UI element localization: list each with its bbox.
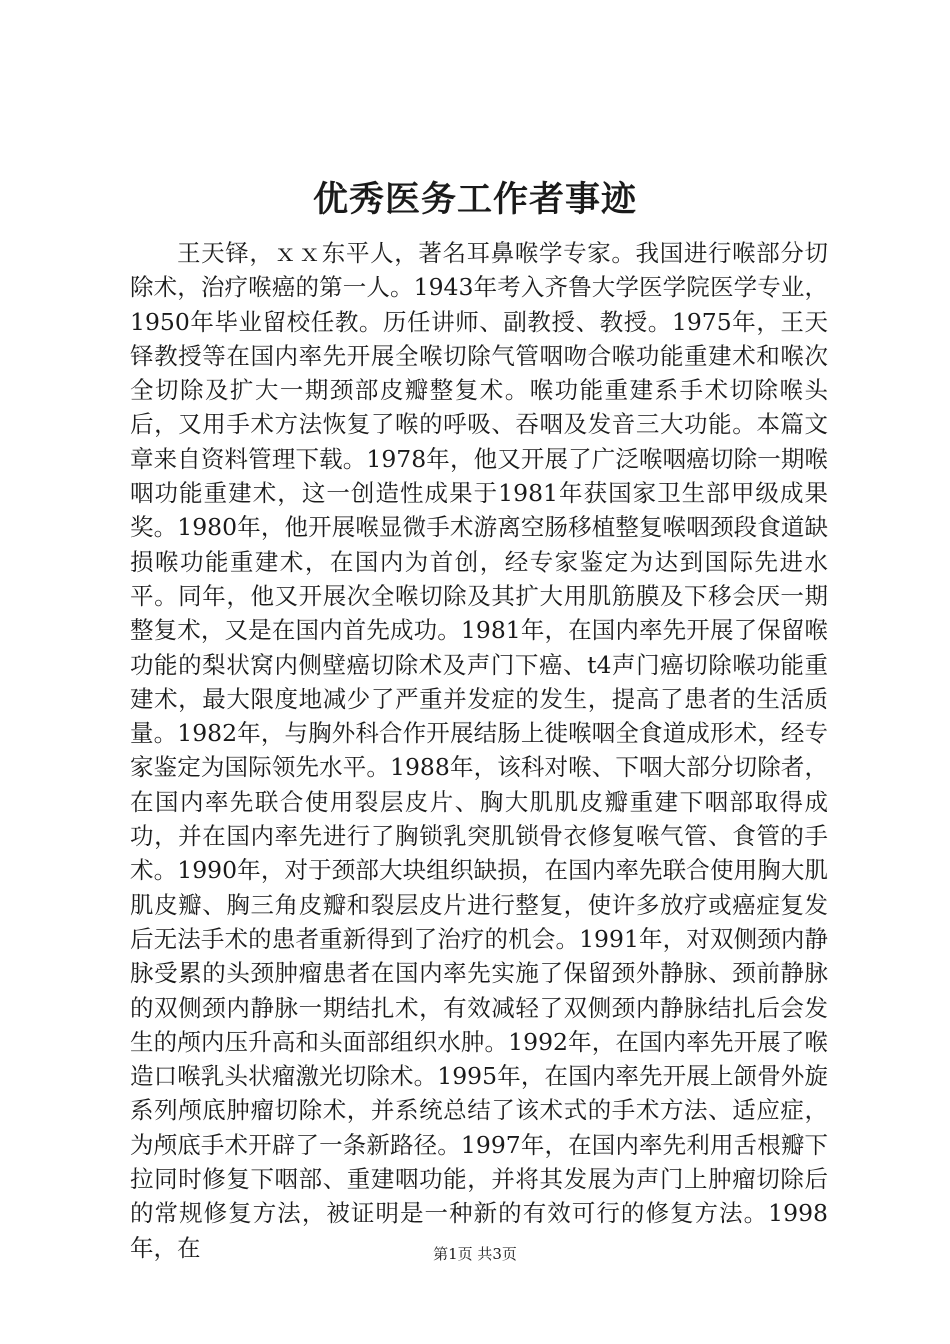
body-paragraph: 王天铎，ｘｘ东平人，著名耳鼻喉学专家。我国进行喉部分切除术，治疗喉癌的第一人。1943年考入齐鲁大学医学院医学专业，1950年毕业留校任教。历任讲师、副教授、教授。1975年，王天铎教授等在国内率先开展全喉切除气管咽吻合喉功能重建术和喉次全切除及扩大一期颈部皮瓣整复术。喉功能重建系手术切除喉头后，又用手术方法恢复了喉的呼吸、吞咽及发音三大功能。本篇文章来自资料管理下载。1978年，他又开展了广泛喉咽癌切除一期喉咽功能重建术，这一创造性成果于1981年获国家卫生部甲级成果奖。1980年，他开展喉显微手术游离空肠移植整复喉咽颈段食道缺损喉功能重建术，在国内为首创，经专家鉴定为达到国际先进水平。同年，他又开展次全喉切除及其扩大用肌筋膜及下移会厌一期整复术，又是在国内首先成功。1981年，在国内率先开展了保留喉功能的梨状窝内侧壁癌切除术及声门下癌、t4声门癌切除喉功能重建术，最大限度地减少了严重并发症的发生，提高了患者的生活质量。1982年，与胸外科合作开展结肠上徙喉咽全食道成形术，经专家鉴定为国际领先水平。1988年，该科对喉、下咽大部分切除者，在国内率先联合使用裂层皮片、胸大肌肌皮瓣重建下咽部取得成功，并在国内率先进行了胸锁乳突肌锁骨衣修复喉气管、食管的手术。1990年，对于颈部大块组织缺损，在国内率先联合使用胸大肌肌皮瓣、胸三角皮瓣和裂层皮片进行整复，使许多放疗或癌症复发后无法手术的患者重新得到了治疗的机会。1991年，对双侧颈内静脉受累的头颈肿瘤患者在国内率先实施了保留颈外静脉、颈前静脉的双侧颈内静脉一期结扎术，有效减轻了双侧颈内静脉结扎后会发生的颅内压升高和头面部组织水肿。1992年，在国内率先开展了喉造口喉乳头状瘤激光切除术。1995年，在国内率先开展上颌骨外旋系列颅底肿瘤切除术，并系统总结了该术式的手术方法、适应症，为颅底手术开辟了一条新路径。1997年，在国内率先利用舌根瓣下拉同时修复下咽部、重建咽功能，并将其发展为声门上肿瘤切除后的常规修复方法，被证明是一种新的有效可行的修复方法。1998年，在 — [130, 239, 828, 1262]
page-title: 优秀医务工作者事迹 — [312, 179, 637, 220]
page-number-footer: 第1页 共3页 — [433, 1245, 517, 1263]
